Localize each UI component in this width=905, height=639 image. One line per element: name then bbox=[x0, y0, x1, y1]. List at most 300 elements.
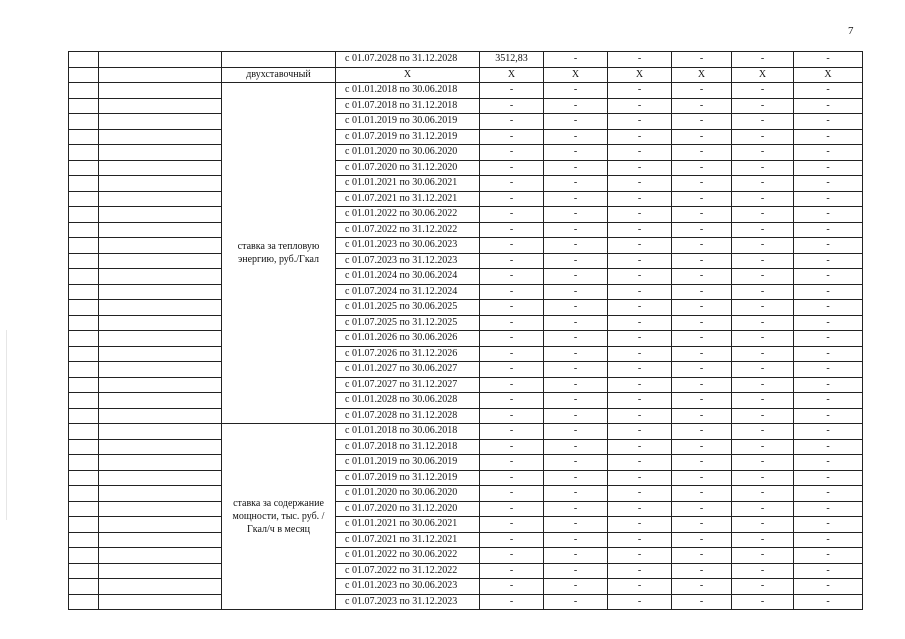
value-cell: - bbox=[608, 579, 672, 595]
value-cell: Х bbox=[732, 67, 794, 83]
organization-cell bbox=[99, 439, 222, 455]
value-cell: - bbox=[672, 114, 732, 130]
value-cell: - bbox=[672, 331, 732, 347]
value-cell: - bbox=[732, 377, 794, 393]
value-cell: - bbox=[672, 455, 732, 471]
value-cell: - bbox=[672, 470, 732, 486]
value-cell: - bbox=[480, 393, 544, 409]
value-cell: - bbox=[608, 160, 672, 176]
value-cell: - bbox=[732, 594, 794, 610]
period-cell: с 01.01.2019 по 30.06.2019 bbox=[336, 455, 480, 471]
value-cell: - bbox=[732, 563, 794, 579]
value-cell: - bbox=[672, 98, 732, 114]
value-cell: - bbox=[480, 269, 544, 285]
value-cell: - bbox=[732, 501, 794, 517]
value-cell: - bbox=[544, 191, 608, 207]
value-cell: - bbox=[732, 486, 794, 502]
period-cell: с 01.07.2023 по 31.12.2023 bbox=[336, 594, 480, 610]
value-cell: - bbox=[732, 393, 794, 409]
period-cell: с 01.01.2024 по 30.06.2024 bbox=[336, 269, 480, 285]
value-cell: - bbox=[608, 284, 672, 300]
value-cell: - bbox=[608, 470, 672, 486]
value-cell: - bbox=[794, 377, 863, 393]
value-cell: - bbox=[608, 269, 672, 285]
value-cell: - bbox=[794, 563, 863, 579]
value-cell: - bbox=[794, 315, 863, 331]
value-cell: - bbox=[794, 98, 863, 114]
tariff-type-cell: двухставочный bbox=[222, 67, 336, 83]
value-cell: - bbox=[480, 129, 544, 145]
organization-cell bbox=[99, 253, 222, 269]
value-cell: - bbox=[672, 501, 732, 517]
row-number-cell bbox=[69, 160, 99, 176]
period-cell: с 01.07.2026 по 31.12.2026 bbox=[336, 346, 480, 362]
value-cell: - bbox=[480, 377, 544, 393]
table-row bbox=[69, 315, 863, 331]
organization-cell bbox=[99, 160, 222, 176]
value-cell: - bbox=[672, 579, 732, 595]
organization-cell bbox=[99, 191, 222, 207]
row-number-cell bbox=[69, 532, 99, 548]
table-row bbox=[69, 517, 863, 533]
value-cell: - bbox=[608, 563, 672, 579]
value-cell: - bbox=[794, 548, 863, 564]
organization-cell bbox=[99, 408, 222, 424]
value-cell: - bbox=[672, 284, 732, 300]
table-row bbox=[69, 83, 863, 99]
organization-cell bbox=[99, 284, 222, 300]
row-number-cell bbox=[69, 176, 99, 192]
table-row bbox=[69, 269, 863, 285]
value-cell: - bbox=[732, 284, 794, 300]
value-cell: - bbox=[732, 470, 794, 486]
value-cell: Х bbox=[672, 67, 732, 83]
value-cell: - bbox=[480, 517, 544, 533]
value-cell: - bbox=[544, 222, 608, 238]
value-cell: - bbox=[794, 284, 863, 300]
row-number-cell bbox=[69, 393, 99, 409]
value-cell: - bbox=[672, 393, 732, 409]
tariff-type-cell bbox=[222, 52, 336, 68]
row-number-cell bbox=[69, 377, 99, 393]
period-cell: с 01.07.2021 по 31.12.2021 bbox=[336, 191, 480, 207]
organization-cell bbox=[99, 517, 222, 533]
value-cell: - bbox=[672, 145, 732, 161]
value-cell: - bbox=[608, 253, 672, 269]
value-cell: - bbox=[608, 517, 672, 533]
value-cell: - bbox=[544, 331, 608, 347]
value-cell: - bbox=[480, 501, 544, 517]
indicator-label: ставка за содержание мощности, тыс. руб. /Гкал/ч в месяц bbox=[222, 424, 336, 610]
period-cell: с 01.01.2028 по 30.06.2028 bbox=[336, 393, 480, 409]
value-cell: - bbox=[732, 517, 794, 533]
organization-cell bbox=[99, 424, 222, 440]
table-row bbox=[69, 346, 863, 362]
value-cell: - bbox=[480, 579, 544, 595]
value-cell: - bbox=[480, 362, 544, 378]
row-number-cell bbox=[69, 238, 99, 254]
row-number-cell bbox=[69, 424, 99, 440]
period-cell: с 01.07.2021 по 31.12.2021 bbox=[336, 532, 480, 548]
value-cell: - bbox=[608, 52, 672, 68]
value-cell: - bbox=[608, 191, 672, 207]
row-number-cell bbox=[69, 315, 99, 331]
table-row bbox=[69, 114, 863, 130]
value-cell: - bbox=[672, 517, 732, 533]
value-cell: - bbox=[794, 83, 863, 99]
value-cell: - bbox=[672, 594, 732, 610]
period-cell: с 01.07.2018 по 31.12.2018 bbox=[336, 98, 480, 114]
period-cell: с 01.01.2018 по 30.06.2018 bbox=[336, 83, 480, 99]
organization-cell bbox=[99, 207, 222, 223]
value-cell: - bbox=[480, 98, 544, 114]
value-cell: - bbox=[480, 455, 544, 471]
value-cell: - bbox=[794, 331, 863, 347]
period-cell: с 01.07.2023 по 31.12.2023 bbox=[336, 253, 480, 269]
value-cell: - bbox=[544, 455, 608, 471]
table-row bbox=[69, 52, 863, 68]
row-number-cell bbox=[69, 408, 99, 424]
row-number-cell bbox=[69, 253, 99, 269]
period-cell: с 01.01.2021 по 30.06.2021 bbox=[336, 517, 480, 533]
value-cell: - bbox=[608, 98, 672, 114]
value-cell: - bbox=[544, 486, 608, 502]
indicator-label: ставка за тепловую энергию, руб./Гкал bbox=[222, 83, 336, 424]
value-cell: - bbox=[608, 594, 672, 610]
table-row bbox=[69, 300, 863, 316]
row-number-cell bbox=[69, 52, 99, 68]
value-cell: - bbox=[732, 455, 794, 471]
period-cell: с 01.07.2028 по 31.12.2028 bbox=[336, 408, 480, 424]
period-cell: с 01.01.2023 по 30.06.2023 bbox=[336, 579, 480, 595]
value-cell: - bbox=[794, 145, 863, 161]
value-cell: - bbox=[794, 455, 863, 471]
value-cell: - bbox=[544, 548, 608, 564]
value-cell: - bbox=[544, 145, 608, 161]
row-number-cell bbox=[69, 579, 99, 595]
value-cell: - bbox=[672, 300, 732, 316]
row-number-cell bbox=[69, 83, 99, 99]
value-cell: - bbox=[480, 548, 544, 564]
value-cell: - bbox=[480, 470, 544, 486]
period-cell: с 01.07.2019 по 31.12.2019 bbox=[336, 470, 480, 486]
period-cell: с 01.01.2022 по 30.06.2022 bbox=[336, 548, 480, 564]
organization-cell bbox=[99, 83, 222, 99]
value-cell: - bbox=[732, 207, 794, 223]
value-cell: - bbox=[732, 83, 794, 99]
organization-cell bbox=[99, 315, 222, 331]
value-cell: - bbox=[608, 393, 672, 409]
value-cell: - bbox=[732, 222, 794, 238]
value-cell: - bbox=[732, 439, 794, 455]
value-cell: - bbox=[672, 315, 732, 331]
value-cell: - bbox=[608, 207, 672, 223]
value-cell: - bbox=[608, 114, 672, 130]
table-row bbox=[69, 362, 863, 378]
value-cell: - bbox=[794, 129, 863, 145]
table-row bbox=[69, 284, 863, 300]
value-cell: - bbox=[480, 222, 544, 238]
organization-cell bbox=[99, 501, 222, 517]
value-cell: - bbox=[544, 160, 608, 176]
value-cell: Х bbox=[608, 67, 672, 83]
table-row bbox=[69, 160, 863, 176]
value-cell: - bbox=[794, 439, 863, 455]
table-row bbox=[69, 222, 863, 238]
period-cell: с 01.01.2025 по 30.06.2025 bbox=[336, 300, 480, 316]
value-cell: - bbox=[608, 315, 672, 331]
value-cell: - bbox=[732, 331, 794, 347]
value-cell: - bbox=[672, 486, 732, 502]
table-row bbox=[69, 579, 863, 595]
value-cell: - bbox=[608, 145, 672, 161]
value-cell: - bbox=[732, 98, 794, 114]
row-number-cell bbox=[69, 455, 99, 471]
value-cell: - bbox=[608, 346, 672, 362]
period-cell: с 01.07.2024 по 31.12.2024 bbox=[336, 284, 480, 300]
organization-cell bbox=[99, 362, 222, 378]
value-cell: - bbox=[794, 52, 863, 68]
value-cell: - bbox=[794, 176, 863, 192]
period-cell: с 01.07.2028 по 31.12.2028 bbox=[336, 52, 480, 68]
value-cell: - bbox=[794, 424, 863, 440]
period-cell: с 01.01.2020 по 30.06.2020 bbox=[336, 145, 480, 161]
period-cell: Х bbox=[336, 67, 480, 83]
value-cell: - bbox=[608, 408, 672, 424]
table-row bbox=[69, 253, 863, 269]
row-number-cell bbox=[69, 300, 99, 316]
value-cell: - bbox=[544, 393, 608, 409]
period-cell: с 01.07.2025 по 31.12.2025 bbox=[336, 315, 480, 331]
value-cell: - bbox=[732, 532, 794, 548]
value-cell: - bbox=[480, 563, 544, 579]
value-cell: - bbox=[608, 455, 672, 471]
value-cell: - bbox=[544, 470, 608, 486]
row-number-cell bbox=[69, 331, 99, 347]
value-cell: - bbox=[732, 191, 794, 207]
row-number-cell bbox=[69, 439, 99, 455]
value-cell: - bbox=[608, 548, 672, 564]
table-row bbox=[69, 191, 863, 207]
value-cell: - bbox=[544, 83, 608, 99]
value-cell: - bbox=[732, 176, 794, 192]
row-number-cell bbox=[69, 548, 99, 564]
period-cell: с 01.07.2020 по 31.12.2020 bbox=[336, 160, 480, 176]
table-row bbox=[69, 98, 863, 114]
value-cell: - bbox=[608, 331, 672, 347]
value-cell: - bbox=[794, 362, 863, 378]
value-cell: - bbox=[672, 52, 732, 68]
value-cell: - bbox=[794, 222, 863, 238]
period-cell: с 01.01.2022 по 30.06.2022 bbox=[336, 207, 480, 223]
value-cell: - bbox=[608, 300, 672, 316]
value-cell: - bbox=[480, 176, 544, 192]
value-cell: - bbox=[672, 548, 732, 564]
value-cell: - bbox=[544, 300, 608, 316]
value-cell: - bbox=[544, 253, 608, 269]
value-cell: - bbox=[544, 408, 608, 424]
table-row bbox=[69, 145, 863, 161]
value-cell: - bbox=[672, 269, 732, 285]
row-number-cell bbox=[69, 129, 99, 145]
value-cell: - bbox=[794, 579, 863, 595]
row-number-cell bbox=[69, 517, 99, 533]
value-cell: - bbox=[480, 439, 544, 455]
table-row bbox=[69, 439, 863, 455]
table-row bbox=[69, 176, 863, 192]
value-cell: - bbox=[672, 160, 732, 176]
organization-cell bbox=[99, 331, 222, 347]
row-number-cell bbox=[69, 98, 99, 114]
value-cell: - bbox=[794, 517, 863, 533]
organization-cell bbox=[99, 67, 222, 83]
value-cell: - bbox=[608, 238, 672, 254]
table-row bbox=[69, 455, 863, 471]
row-number-cell bbox=[69, 269, 99, 285]
value-cell: - bbox=[480, 594, 544, 610]
period-cell: с 01.07.2018 по 31.12.2018 bbox=[336, 439, 480, 455]
value-cell: - bbox=[480, 83, 544, 99]
value-cell: - bbox=[672, 207, 732, 223]
value-cell: - bbox=[672, 424, 732, 440]
row-number-cell bbox=[69, 114, 99, 130]
value-cell: - bbox=[794, 408, 863, 424]
value-cell: - bbox=[672, 532, 732, 548]
value-cell: - bbox=[544, 315, 608, 331]
table-row bbox=[69, 207, 863, 223]
row-number-cell bbox=[69, 222, 99, 238]
value-cell: - bbox=[794, 393, 863, 409]
table-row bbox=[69, 67, 863, 83]
value-cell: Х bbox=[544, 67, 608, 83]
value-cell: - bbox=[544, 284, 608, 300]
organization-cell bbox=[99, 563, 222, 579]
value-cell: - bbox=[608, 176, 672, 192]
value-cell: - bbox=[608, 83, 672, 99]
table-row bbox=[69, 532, 863, 548]
value-cell: - bbox=[794, 253, 863, 269]
value-cell: - bbox=[794, 300, 863, 316]
value-cell: - bbox=[480, 486, 544, 502]
period-cell: с 01.01.2020 по 30.06.2020 bbox=[336, 486, 480, 502]
value-cell: - bbox=[480, 284, 544, 300]
value-cell: - bbox=[608, 362, 672, 378]
value-cell: - bbox=[732, 52, 794, 68]
value-cell: - bbox=[544, 594, 608, 610]
table-row bbox=[69, 470, 863, 486]
value-cell: - bbox=[544, 269, 608, 285]
value-cell: - bbox=[672, 362, 732, 378]
row-number-cell bbox=[69, 470, 99, 486]
period-cell: с 01.07.2019 по 31.12.2019 bbox=[336, 129, 480, 145]
table-row bbox=[69, 408, 863, 424]
value-cell: - bbox=[794, 501, 863, 517]
organization-cell bbox=[99, 579, 222, 595]
value-cell: - bbox=[480, 114, 544, 130]
table-row bbox=[69, 486, 863, 502]
value-cell: - bbox=[480, 207, 544, 223]
table-row bbox=[69, 129, 863, 145]
value-cell: - bbox=[480, 191, 544, 207]
value-cell: - bbox=[794, 191, 863, 207]
table-row bbox=[69, 331, 863, 347]
value-cell: - bbox=[544, 563, 608, 579]
value-cell: - bbox=[672, 253, 732, 269]
value-cell: - bbox=[608, 129, 672, 145]
period-cell: с 01.01.2027 по 30.06.2027 bbox=[336, 362, 480, 378]
period-cell: с 01.07.2022 по 31.12.2022 bbox=[336, 222, 480, 238]
value-cell: - bbox=[732, 346, 794, 362]
value-cell: - bbox=[544, 532, 608, 548]
value-cell: - bbox=[480, 238, 544, 254]
value-cell: - bbox=[732, 145, 794, 161]
organization-cell bbox=[99, 222, 222, 238]
value-cell: - bbox=[732, 238, 794, 254]
value-cell: - bbox=[544, 176, 608, 192]
row-number-cell bbox=[69, 594, 99, 610]
period-cell: с 01.01.2019 по 30.06.2019 bbox=[336, 114, 480, 130]
value-cell: - bbox=[608, 439, 672, 455]
value-cell: - bbox=[544, 346, 608, 362]
value-cell: Х bbox=[794, 67, 863, 83]
value-cell: - bbox=[794, 114, 863, 130]
organization-cell bbox=[99, 377, 222, 393]
value-cell: - bbox=[794, 470, 863, 486]
value-cell: - bbox=[608, 222, 672, 238]
value-cell: - bbox=[794, 346, 863, 362]
value-cell: - bbox=[794, 269, 863, 285]
value-cell: - bbox=[608, 486, 672, 502]
value-cell: - bbox=[672, 238, 732, 254]
value-cell: - bbox=[480, 331, 544, 347]
value-cell: 3512,83 bbox=[480, 52, 544, 68]
row-number-cell bbox=[69, 207, 99, 223]
value-cell: - bbox=[544, 579, 608, 595]
organization-cell bbox=[99, 548, 222, 564]
value-cell: - bbox=[480, 160, 544, 176]
tariff-table bbox=[68, 51, 863, 610]
value-cell: - bbox=[544, 424, 608, 440]
organization-cell bbox=[99, 594, 222, 610]
organization-cell bbox=[99, 269, 222, 285]
table-row bbox=[69, 238, 863, 254]
organization-cell bbox=[99, 346, 222, 362]
page-number: 7 bbox=[848, 25, 854, 37]
value-cell: - bbox=[544, 517, 608, 533]
period-cell: с 01.01.2018 по 30.06.2018 bbox=[336, 424, 480, 440]
period-cell: с 01.01.2026 по 30.06.2026 bbox=[336, 331, 480, 347]
table-row bbox=[69, 393, 863, 409]
value-cell: - bbox=[672, 377, 732, 393]
table-row bbox=[69, 594, 863, 610]
organization-cell bbox=[99, 393, 222, 409]
value-cell: - bbox=[480, 424, 544, 440]
value-cell: - bbox=[544, 501, 608, 517]
organization-cell bbox=[99, 532, 222, 548]
value-cell: - bbox=[480, 315, 544, 331]
period-cell: с 01.01.2023 по 30.06.2023 bbox=[336, 238, 480, 254]
organization-cell bbox=[99, 486, 222, 502]
value-cell: - bbox=[672, 83, 732, 99]
value-cell: - bbox=[480, 145, 544, 161]
value-cell: - bbox=[672, 191, 732, 207]
value-cell: - bbox=[544, 114, 608, 130]
organization-cell bbox=[99, 238, 222, 254]
value-cell: - bbox=[794, 207, 863, 223]
value-cell: - bbox=[732, 315, 794, 331]
value-cell: - bbox=[732, 114, 794, 130]
value-cell: - bbox=[794, 594, 863, 610]
